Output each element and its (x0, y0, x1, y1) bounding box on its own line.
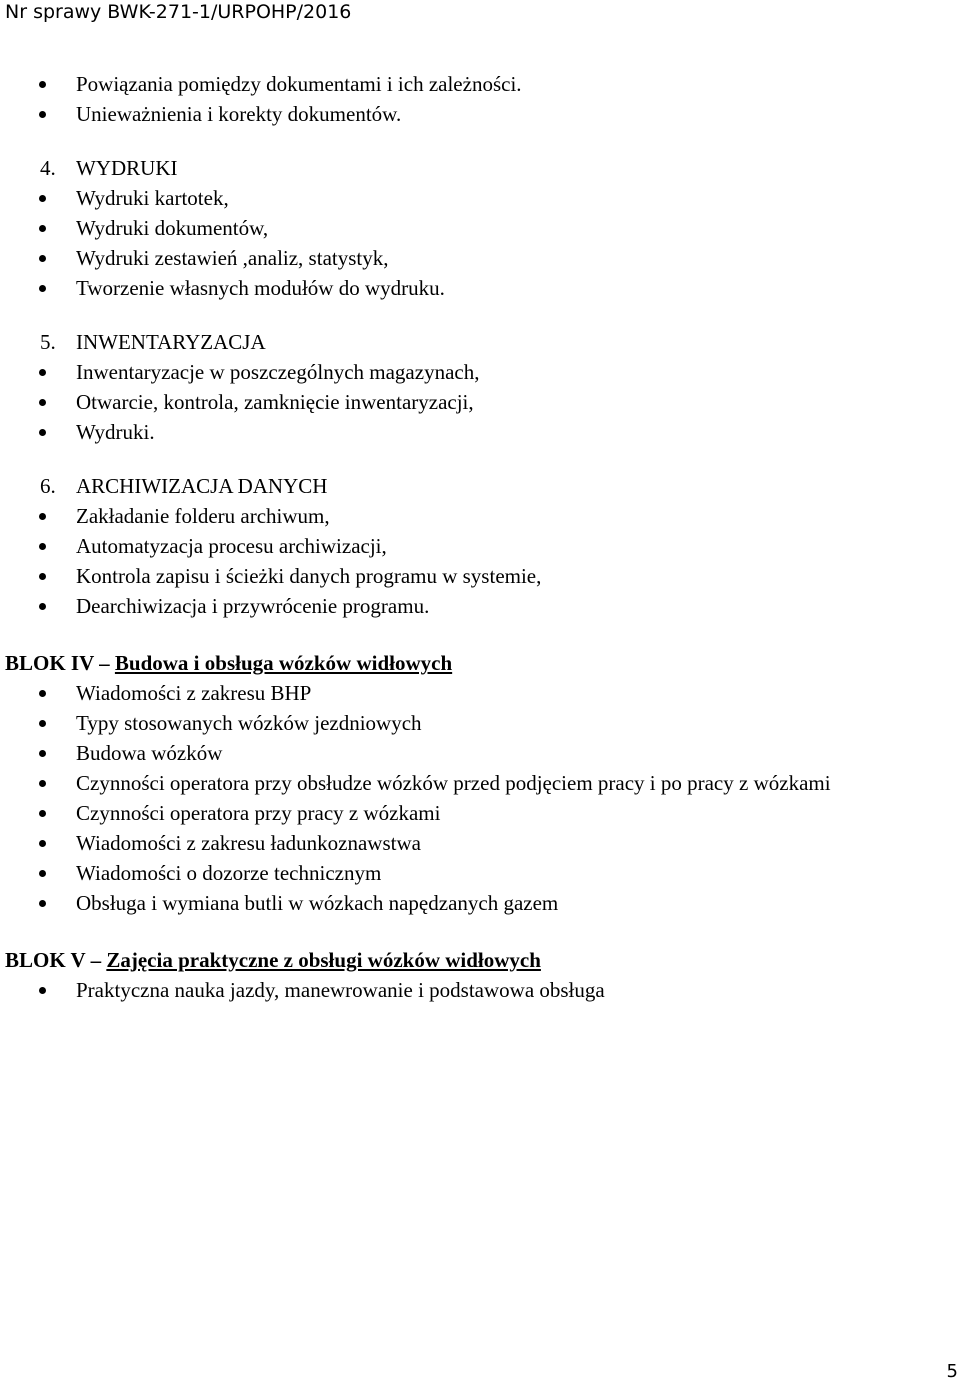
bullet-icon (39, 573, 46, 580)
bullet-icon (39, 285, 46, 292)
list-item (0, 708, 960, 738)
bullet-icon (39, 399, 46, 406)
document-body (0, 69, 960, 1005)
blok-label: BLOK V (5, 948, 86, 972)
list-item-text: Otwarcie, kontrola, zamknięcie inwentaryzacji, (76, 390, 474, 414)
list-item (0, 858, 960, 888)
list-item-text: Wydruki. (76, 420, 155, 444)
list-item (0, 183, 960, 213)
bullet-icon (39, 543, 46, 550)
list-item (0, 99, 960, 129)
blok-iv-heading (0, 648, 960, 678)
bullet-icon (39, 720, 46, 727)
list-item-text: Wiadomości o dozorze technicznym (76, 861, 382, 885)
case-number-header: Nr sprawy BWK-271-1/URPOHP/2016 (5, 1, 352, 23)
list-item-text: Wydruki zestawień ,analiz, statystyk, (76, 246, 389, 270)
blok-title: Zajęcia praktyczne z obsługi wózków widłowych (106, 948, 541, 972)
section-number: 6. (40, 474, 56, 498)
list-item-text: Wiadomości z zakresu ładunkoznawstwa (76, 831, 421, 855)
list-item-text: Czynności operatora przy pracy z wózkami (76, 801, 441, 825)
section-title: WYDRUKI (76, 156, 178, 180)
section-title: ARCHIWIZACJA DANYCH (76, 474, 328, 498)
list-item (0, 888, 960, 918)
list-item (0, 768, 960, 798)
bullet-icon (39, 870, 46, 877)
page-number: 5 (946, 1361, 958, 1382)
list-item (0, 828, 960, 858)
section-heading-archiwizacja (0, 471, 960, 501)
bullet-icon (39, 780, 46, 787)
blok-title: Budowa i obsługa wózków widłowych (114, 651, 453, 675)
list-item-text: Automatyzacja procesu archiwizacji, (76, 534, 387, 558)
section-number: 5. (40, 330, 56, 354)
bullet-icon (39, 900, 46, 907)
list-item (0, 69, 960, 99)
list-item-text: Inwentaryzacje w poszczególnych magazynach, (76, 360, 480, 384)
section-title: INWENTARYZACJA (76, 330, 266, 354)
section-number: 4. (40, 156, 56, 180)
list-item-text: Praktyczna nauka jazdy, manewrowanie i podstawowa obsługa (76, 978, 605, 1002)
list-item-text: Wydruki kartotek, (76, 186, 229, 210)
bullet-icon (39, 987, 46, 994)
list-item-text: Dearchiwizacja i przywrócenie programu. (76, 594, 430, 618)
bullet-icon (39, 603, 46, 610)
list-item-text: Zakładanie folderu archiwum, (76, 504, 330, 528)
section-heading-wydruki (0, 153, 960, 183)
list-item-text: Typy stosowanych wózków jezdniowych (76, 711, 422, 735)
section-heading-inwentaryzacja (0, 327, 960, 357)
list-item (0, 417, 960, 447)
list-item-text: Obsługa i wymiana butli w wózkach napędzanych gazem (76, 891, 559, 915)
list-item (0, 273, 960, 303)
list-item (0, 213, 960, 243)
list-item (0, 561, 960, 591)
list-item (0, 678, 960, 708)
blok-v-heading (0, 945, 960, 975)
list-item-text: Budowa wózków (76, 741, 223, 765)
bullet-icon (39, 111, 46, 118)
list-item (0, 975, 960, 1005)
bullet-icon (39, 255, 46, 262)
list-item-text: Czynności operatora przy obsłudze wózków przed podjęciem pracy i po pracy z wózkami (76, 771, 831, 795)
list-item-text: Unieważnienia i korekty dokumentów. (76, 102, 402, 126)
bullet-icon (39, 513, 46, 520)
list-item-text: Wiadomości z zakresu BHP (76, 681, 312, 705)
list-item-text: Wydruki dokumentów, (76, 216, 269, 240)
bullet-icon (39, 195, 46, 202)
list-item (0, 357, 960, 387)
list-item-text: Powiązania pomiędzy dokumentami i ich zależności. (76, 72, 522, 96)
bullet-icon (39, 81, 46, 88)
bullet-icon (39, 225, 46, 232)
list-item-text: Tworzenie własnych modułów do wydruku. (76, 276, 445, 300)
blok-dash: – (85, 948, 107, 972)
bullet-icon (39, 690, 46, 697)
bullet-icon (39, 429, 46, 436)
blok-label: BLOK IV (5, 651, 94, 675)
bullet-icon (39, 750, 46, 757)
list-item (0, 387, 960, 417)
blok-dash: – (93, 651, 115, 675)
bullet-icon (39, 810, 46, 817)
list-item (0, 501, 960, 531)
list-item (0, 798, 960, 828)
list-item (0, 243, 960, 273)
bullet-icon (39, 840, 46, 847)
list-item (0, 738, 960, 768)
list-item-text: Kontrola zapisu i ścieżki danych programu w systemie, (76, 564, 542, 588)
list-item (0, 591, 960, 621)
list-item (0, 531, 960, 561)
bullet-icon (39, 369, 46, 376)
